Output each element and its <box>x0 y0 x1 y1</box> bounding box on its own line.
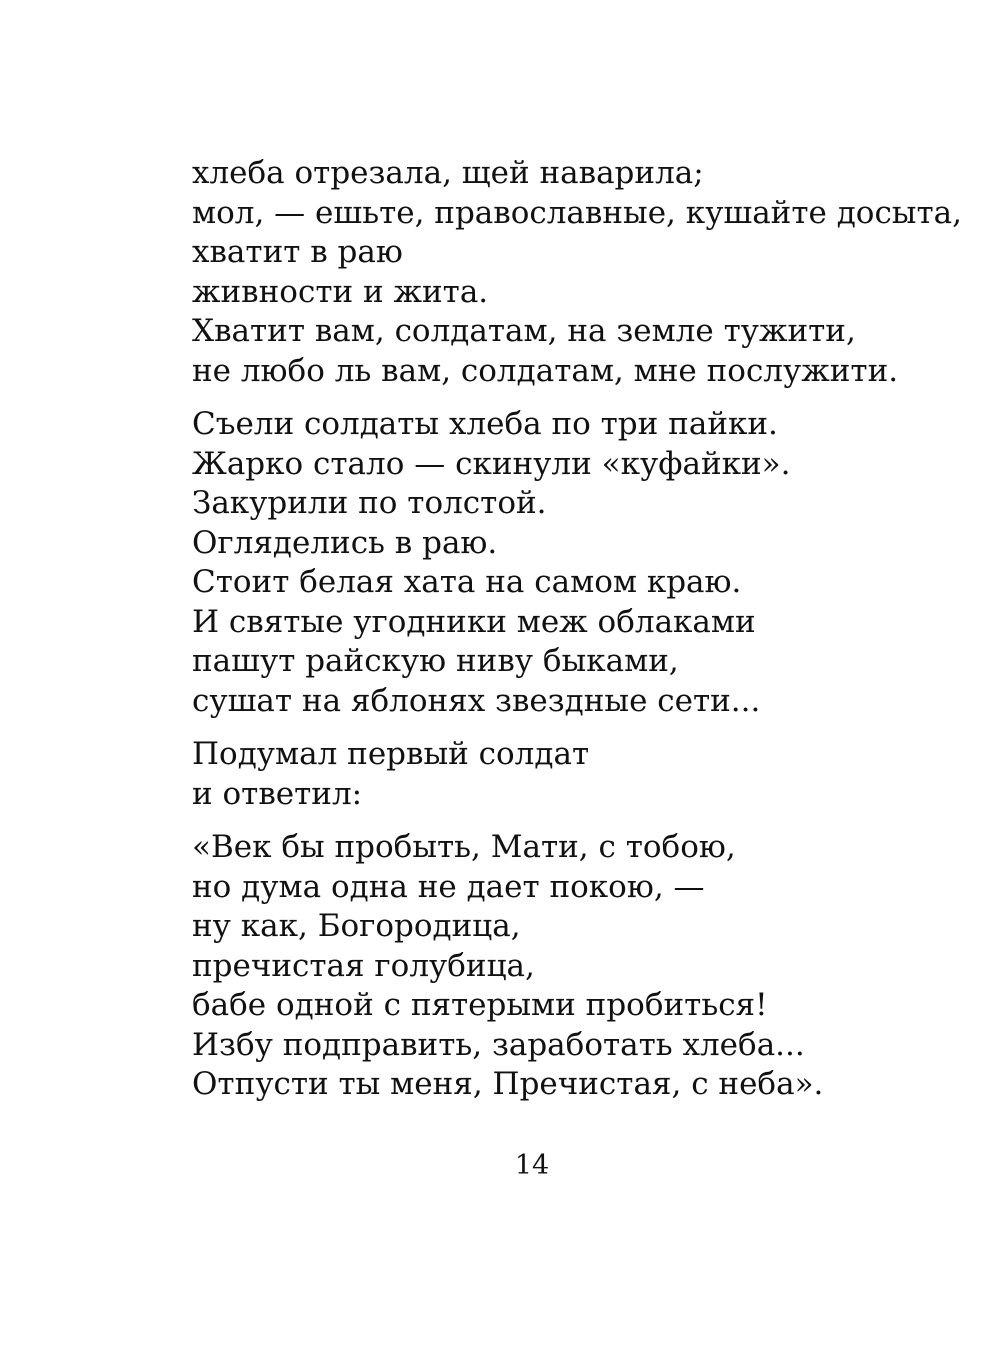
poem-line: И святые угодники меж облаками <box>192 603 756 640</box>
stanza-4 <box>192 828 952 1105</box>
poem-line: мол, — ешьте, православные, кушайте досыта, <box>192 194 962 231</box>
poem-line: бабе одной с пятерыми пробиться! <box>192 987 768 1023</box>
poem-line: не любо ль вам, солдатам, мне послужити. <box>192 352 899 389</box>
poem-line: Съели солдаты хлеба по три пайки. <box>192 406 778 442</box>
poem-line: ну как, Богородица, <box>192 908 521 944</box>
poem-line: сушат на яблонях звездные сети... <box>192 682 761 719</box>
poem-line: живности и жита. <box>192 273 489 310</box>
poem-line: пречистая голубица, <box>192 947 535 984</box>
stanza-1 <box>192 154 962 391</box>
stanza-2 <box>192 405 952 721</box>
poem-line: Жарко стало — скинули «куфайки». <box>192 445 791 482</box>
stanza-3 <box>192 735 952 814</box>
poem-line: «Век бы пробыть, Мати, с тобою, <box>192 829 736 865</box>
poem-line: Отпусти ты меня, Пречистая, с неба». <box>192 1066 824 1102</box>
poem-line: Закурили по толстой. <box>192 485 547 521</box>
poem-line: Избу подправить, заработать хлеба... <box>192 1026 805 1063</box>
poem-text <box>192 154 962 1119</box>
poem-line: Огляделись в раю. <box>192 524 498 561</box>
poem-line: Стоит белая хата на самом краю. <box>192 564 742 600</box>
page-number: 14 <box>514 1150 550 1181</box>
poem-line: и ответил: <box>192 775 363 812</box>
poem-line: Хватит вам, солдатам, на земле тужити, <box>192 313 856 349</box>
poem-line: хватит в раю <box>192 234 403 270</box>
poem-line: пашут райскую ниву быками, <box>192 643 679 679</box>
poem-line: но дума одна не дает покою, — <box>192 868 705 905</box>
poem-line: хлеба отрезала, щей наварила; <box>192 155 704 191</box>
poem-line: Подумал первый солдат <box>192 736 590 772</box>
